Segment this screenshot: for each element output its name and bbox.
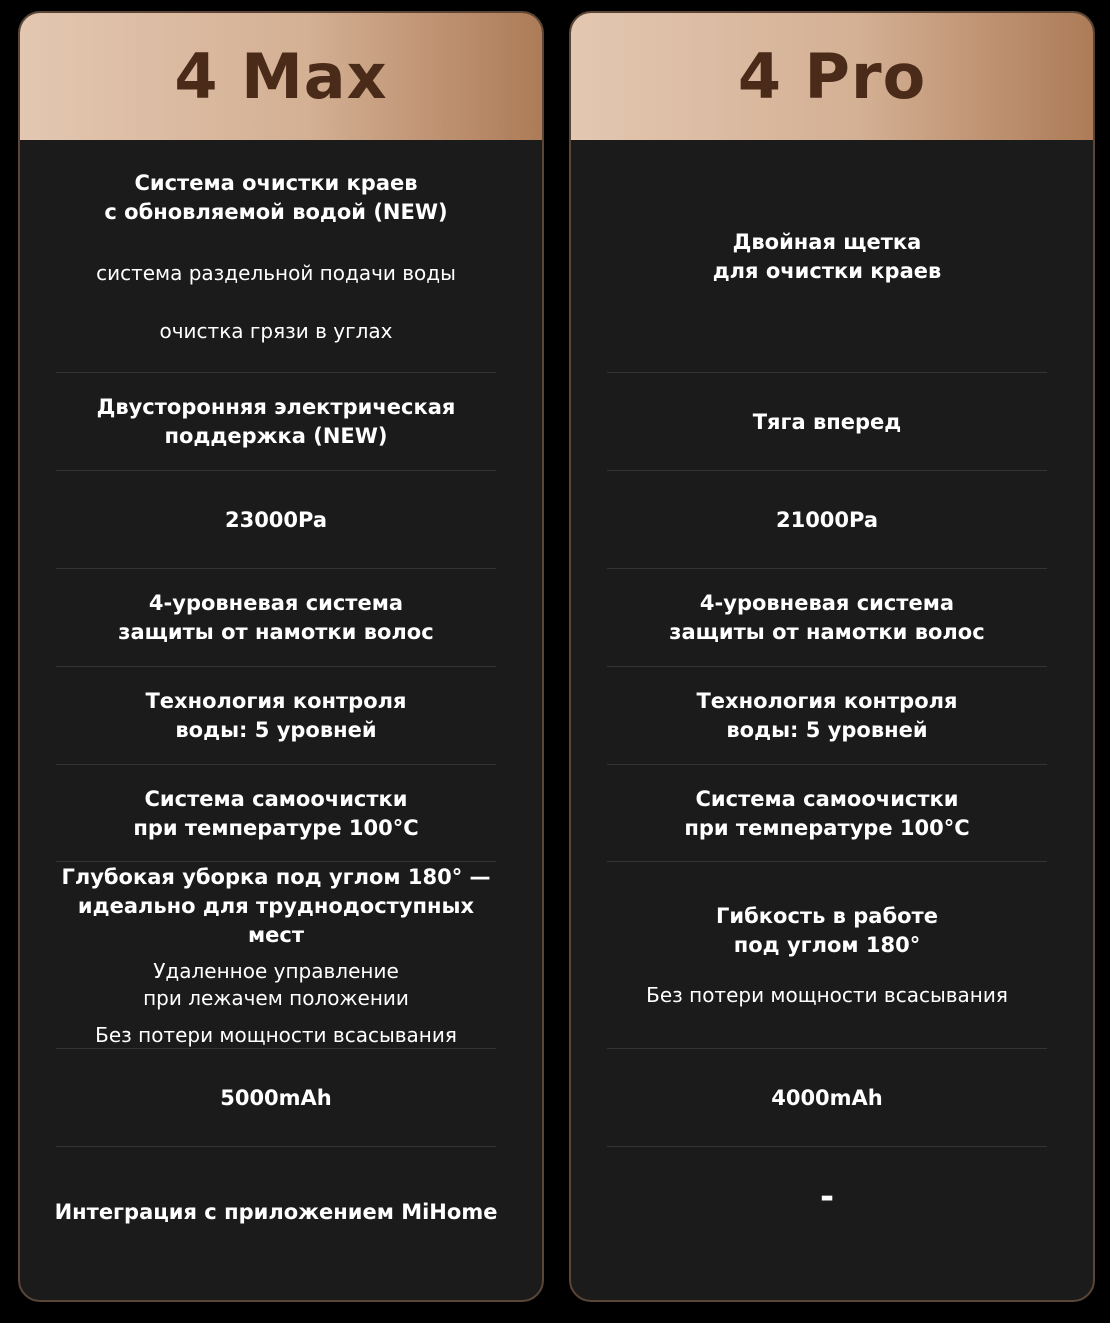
feature-row-water-control xyxy=(56,667,496,765)
feature-row-edge-cleaning xyxy=(56,140,496,373)
feature-row-app xyxy=(56,1147,496,1277)
feature-title-line: под углом 180° xyxy=(733,933,921,957)
feature-title-line: при температуре 100°C xyxy=(684,815,970,840)
feature-title-line: защиты от намотки волос xyxy=(669,620,985,644)
feature-title-line: воды: 5 уровней xyxy=(726,718,928,742)
feature-title-line: защиты от намотки волос xyxy=(118,620,434,644)
feature-title-line: 4000mAh xyxy=(771,1085,883,1110)
feature-detail-line: очистка грязи в углах xyxy=(159,318,393,343)
feature-title-line: с обновляемой водой (NEW) xyxy=(104,199,448,224)
feature-title-line: поддержка (NEW) xyxy=(164,424,388,448)
feature-row-suction xyxy=(607,471,1047,569)
column-header xyxy=(20,13,542,140)
feature-title-line: Двусторонняя электрическая xyxy=(96,395,456,419)
feature-title-line: 4-уровневая система xyxy=(699,591,955,615)
feature-detail-line: система раздельной подачи воды xyxy=(96,260,456,285)
feature-title-line: Технология контроля xyxy=(145,689,407,713)
column-4-max xyxy=(18,11,544,1302)
feature-title-line: 23000Pa xyxy=(224,507,328,532)
not-available-dash: - xyxy=(819,1177,835,1217)
feature-detail-line: Удаленное управление xyxy=(153,958,399,983)
column-header xyxy=(571,13,1093,140)
feature-row-support xyxy=(56,373,496,471)
feature-row-battery xyxy=(607,1049,1047,1147)
column-title: 4 Max xyxy=(174,40,388,113)
feature-row-anti-tangle xyxy=(607,569,1047,667)
feature-title-line: идеально для труднодоступных мест xyxy=(77,893,475,947)
feature-row-flat-reach xyxy=(607,862,1047,1049)
feature-title-line: Глубокая уборка под углом 180° — xyxy=(61,864,491,889)
feature-title-line: для очистки краев xyxy=(712,258,942,283)
feature-title-line: воды: 5 уровней xyxy=(175,718,377,742)
feature-title-line: Система самоочистки xyxy=(144,786,408,811)
feature-row-anti-tangle xyxy=(56,569,496,667)
feature-detail-line: Без потери мощности всасывания xyxy=(646,983,1008,1007)
feature-detail-line: Без потери мощности всасывания xyxy=(95,1022,457,1047)
feature-row-edge-cleaning xyxy=(607,140,1047,373)
feature-row-self-cleaning xyxy=(607,765,1047,862)
feature-title-line: при температуре 100°C xyxy=(133,815,419,840)
feature-row-battery xyxy=(56,1049,496,1147)
feature-row-flat-reach xyxy=(56,862,496,1049)
feature-title-line: 21000Pa xyxy=(775,507,879,532)
feature-title-line: Технология контроля xyxy=(696,689,958,713)
feature-row-suction xyxy=(56,471,496,569)
feature-row-self-cleaning xyxy=(56,765,496,862)
feature-detail-line: при лежачем положении xyxy=(143,985,409,1010)
feature-title-line: Тяга вперед xyxy=(752,409,902,434)
feature-row-water-control xyxy=(607,667,1047,765)
feature-title-line: Интеграция с приложением MiHome xyxy=(54,1199,498,1224)
feature-title-line: Система очистки краев xyxy=(134,170,418,195)
feature-title-line: 4-уровневая система xyxy=(148,591,404,615)
column-4-pro xyxy=(569,11,1095,1302)
feature-title-line: Система самоочистки xyxy=(695,786,959,811)
feature-title-line: Двойная щетка xyxy=(732,229,922,254)
feature-row-support xyxy=(607,373,1047,471)
feature-title-line: Гибкость в работе xyxy=(716,904,938,928)
feature-row-app xyxy=(607,1147,1047,1247)
column-title: 4 Pro xyxy=(737,40,927,113)
feature-title-line: 5000mAh xyxy=(220,1085,332,1110)
